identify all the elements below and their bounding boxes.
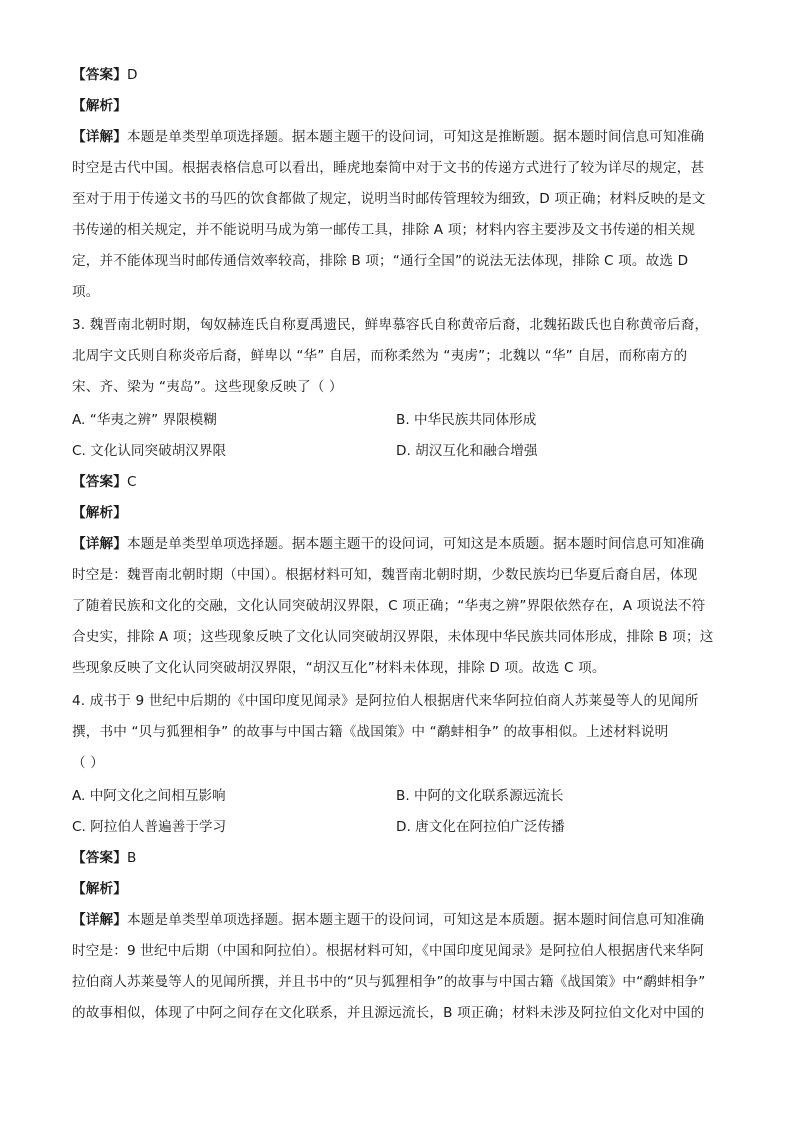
- question-text: （ ）: [72, 755, 104, 771]
- question-text: 4. 成书于 9 世纪中后期的《中国印度见闻录》是阿拉伯人根据唐代来华阿拉伯商人苏莱曼等人的见闻所: [72, 693, 699, 709]
- detail-line: [72, 534, 704, 554]
- answer-value: C: [126, 474, 137, 490]
- option-a: A. “华夷之辨” 界限模糊: [72, 412, 217, 428]
- detail-text: 时空是：9 世纪中后期（中国和阿拉伯）。根据材料可知，《中国印度见闻录》是阿拉伯人根据唐代来华阿: [72, 943, 704, 959]
- question-text: 撰，书中 “贝与狐狸相争” 的故事与中国古籍《战国策》中 “鹬蚌相争” 的故事相似。上述材料说明: [72, 724, 669, 740]
- option-c: C. 文化认同突破胡汉界限: [72, 443, 227, 459]
- answer-tag: 【答案】: [72, 67, 127, 83]
- option-a: A. 中阿文化之间相互影响: [72, 788, 226, 804]
- detail-tag: 【详解】: [72, 536, 127, 552]
- answer-line: [72, 848, 136, 868]
- answer-value: B: [126, 850, 137, 866]
- answer-tag: 【答案】: [72, 850, 127, 866]
- option-b: B. 中华民族共同体形成: [396, 412, 537, 428]
- question-text: 北周宇文氏则自称炎帝后裔，鲜卑以 “华” 自居，而称柔然为 “夷虏”；北魏以 “华” 自居，而称南方的: [72, 348, 688, 364]
- option-b: B. 中阿的文化联系源远流长: [396, 788, 564, 804]
- analysis-heading: [72, 96, 127, 116]
- analysis-tag: 【解析】: [72, 505, 127, 521]
- detail-text: 项。: [72, 284, 100, 300]
- answer-tag: 【答案】: [72, 474, 127, 490]
- analysis-tag: 【解析】: [72, 98, 127, 114]
- detail-text: 了随着民族和文化的交融，文化认同突破胡汉界限，C 项正确；“华夷之辨”界限依然存在，A 项说法不符: [72, 598, 706, 614]
- analysis-heading: [72, 503, 127, 523]
- question-text: 宋、齐、梁为 “夷岛”。这些现象反映了（ ）: [72, 379, 343, 395]
- detail-text: 书传递的相关规定，并不能说明马成为第一邮传工具，排除 A 项；材料内容主要涉及文书传递的相关规: [72, 222, 696, 238]
- detail-text: 合史实，排除 A 项；这些现象反映了文化认同突破胡汉界限，未体现中华民族共同体形成，排除 B 项；这: [72, 629, 714, 645]
- option-c: C. 阿拉伯人普遍善于学习: [72, 819, 227, 835]
- detail-text: 的故事相似，体现了中阿之间存在文化联系，并且源远流长，B 项正确；材料未涉及阿拉伯文化对中国的: [72, 1005, 705, 1021]
- detail-line: [72, 127, 704, 147]
- option-d: D. 唐文化在阿拉伯广泛传播: [396, 819, 565, 835]
- detail-text: 时空是：魏晋南北朝时期（中国）。根据材料可知，魏晋南北朝时期，少数民族均已华夏后裔自居，体现: [72, 567, 698, 583]
- answer-line: [72, 472, 137, 492]
- answer-value: D: [126, 67, 138, 83]
- question-text: 3. 魏晋南北朝时期，匈奴赫连氏自称夏禹遗民，鲜卑慕容氏自称黄帝后裔，北魏拓跋氏也自称黄帝后裔，: [72, 317, 709, 333]
- detail-tag: 【详解】: [72, 129, 127, 145]
- detail-text: 本题是单类型单项选择题。据本题主题干的设问词，可知这是本质题。据本题时间信息可知准确: [126, 536, 705, 552]
- detail-text: 本题是单类型单项选择题。据本题主题干的设问词，可知这是本质题。据本题时间信息可知准确: [126, 912, 705, 928]
- option-d: D. 胡汉互化和融合增强: [396, 443, 538, 459]
- detail-text: 些现象反映了文化认同突破胡汉界限，“胡汉互化”材料未体现，排除 D 项。故选 C 项。: [72, 660, 606, 676]
- detail-text: 时空是古代中国。根据表格信息可以看出，睡虎地秦简中对于文书的传递方式进行了较为详尽的规定，甚: [72, 160, 705, 176]
- detail-text: 本题是单类型单项选择题。据本题主题干的设问词，可知这是推断题。据本题时间信息可知准确: [126, 129, 705, 145]
- detail-text: 至对于用于传递文书的马匹的饮食都做了规定，说明当时邮传管理较为细致，D 项正确；材料反映的是文: [72, 191, 706, 207]
- analysis-tag: 【解析】: [72, 881, 127, 897]
- answer-line: [72, 65, 138, 85]
- analysis-heading: [72, 879, 127, 899]
- detail-tag: 【详解】: [72, 912, 127, 928]
- detail-line: [72, 910, 704, 930]
- detail-text: 拉伯商人苏莱曼等人的见闻所撰，并且书中的“贝与狐狸相争”的故事与中国古籍《战国策》中“鹬蚌相争”: [72, 974, 706, 990]
- detail-text: 定，并不能体现当时邮传通信效率较高，排除 B 项；“通行全国”的说法无法体现，排除 C 项。故选 D: [72, 253, 689, 269]
